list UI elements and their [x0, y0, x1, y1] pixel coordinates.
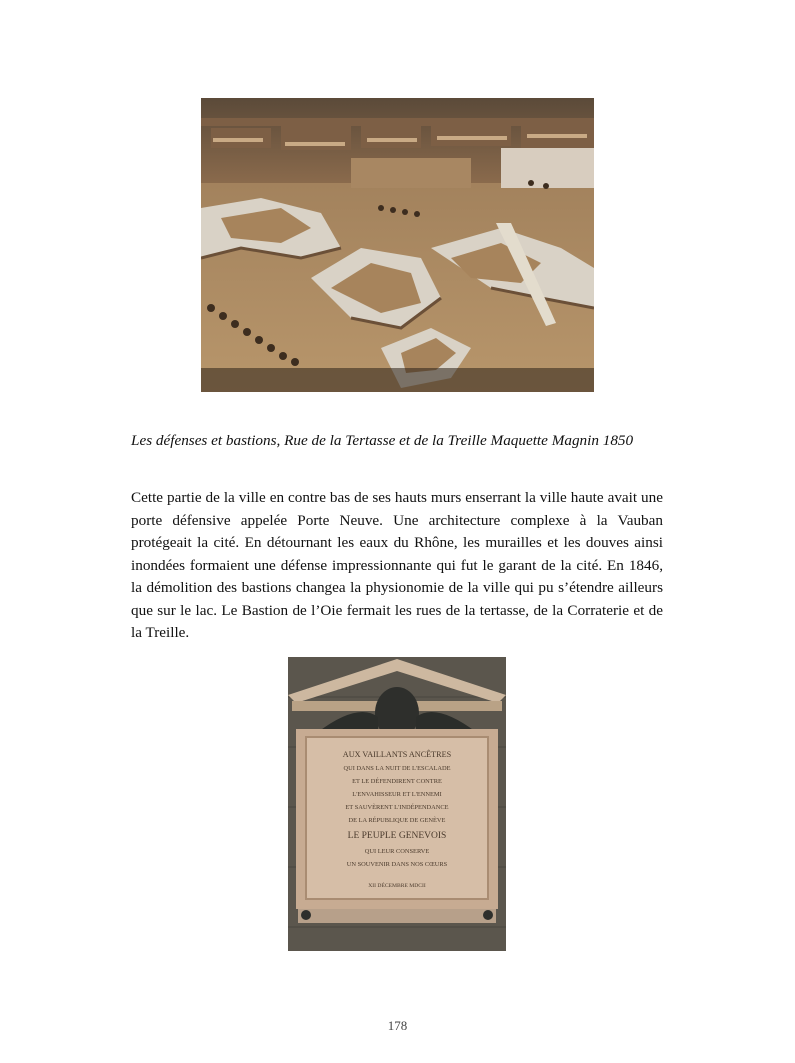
plaque-line-0: AUX VAILLANTS ANCÊTRES [342, 750, 452, 759]
plaque-line-1: QUI DANS LA NUIT DE L'ESCALADE [343, 765, 451, 772]
body-paragraph: Cette partie de la ville en contre bas de ses hauts murs enserrant la ville haute avait une porte défensive appelée Porte Neuve. Une architecture complexe à la Vauban protégeait la cité. En détournant les eaux du Rhône, les murailles et les douves ainsi inondées formaient une défense impressionnante qui fut le garant de la cité. En 1846, la démolition des bastions changea la physionomie de la ville qui pu s’étendre ailleurs que sur le lac. Le Bastion de l’Oie fermait les rues de la tertasse, de la Corraterie et de la Treille. [131, 489, 663, 641]
plaque-line-8: UN SOUVENIR DANS NOS CŒURS [346, 861, 448, 868]
plaque-line-5: DE LA RÉPUBLIQUE DE GENÈVE [348, 817, 446, 824]
plaque-line-7: QUI LEUR CONSERVE [364, 848, 430, 855]
plaque-line-2: ET LE DÉFENDIRENT CONTRE [352, 778, 442, 785]
plaque-line-3: L'ENVAHISSEUR ET L'ENNEMI [352, 791, 442, 798]
plaque-photo [288, 657, 506, 951]
model-photo [201, 98, 594, 392]
plaque-line-4: ET SAUVÈRENT L'INDÉPENDANCE [345, 804, 449, 811]
figure-caption: Les défenses et bastions, Rue de la Tertasse et de la Treille Maquette Magnin 1850 [131, 432, 634, 449]
plaque-line-9: XII DÉCEMBRE MDCII [368, 883, 426, 889]
page-number: 178 [387, 1018, 408, 1033]
plaque-line-6: LE PEUPLE GENEVOIS [347, 831, 447, 841]
